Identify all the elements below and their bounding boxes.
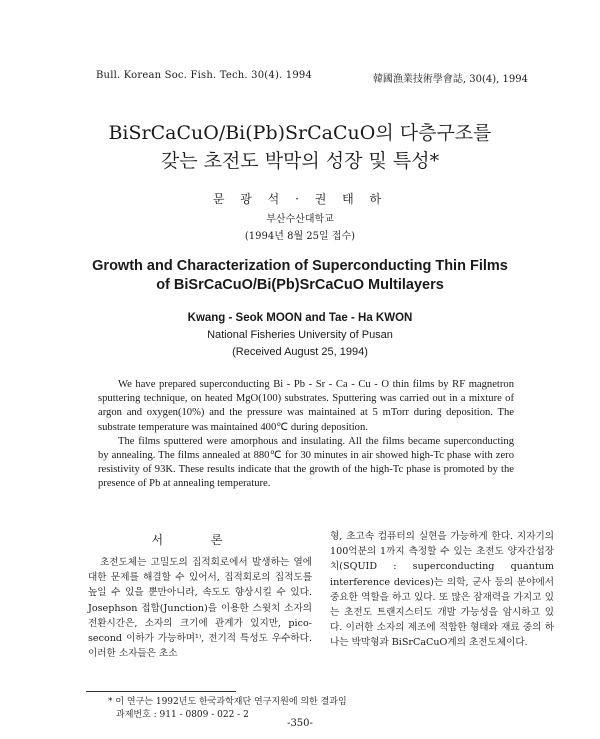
korean-received-date: (1994년 8월 25일 접수) xyxy=(244,231,356,242)
abstract-paragraph-2: The films sputtered were amorphous and insulating. All the films became superconducting by annealing. The films annealed at 880℃ for 30 minutes in air showed high-Tc phase with zero resistivity of 93K. These results indicate that the growth of the high-Tc phase is promoted by the presence of Pb at annealing temperature. xyxy=(98,435,514,490)
korean-affiliation: 부산수산대학교 xyxy=(266,214,334,225)
section-heading-introduction: 서 론 xyxy=(151,533,245,547)
english-received-date: (Received August 25, 1994) xyxy=(232,346,368,358)
footnote-funding: * 이 연구는 1992년도 한국과학재단 연구지원에 의한 결과임 xyxy=(108,697,347,707)
english-title-line2: of BiSrCaCuO/Bi(Pb)SrCaCuO Multilayers xyxy=(156,277,444,293)
page-number: -350- xyxy=(287,718,313,729)
korean-title-line2: 갖는 초전도 박막의 성장 및 특성* xyxy=(160,150,440,172)
journal-citation-right: 韓國漁業技術學會誌, 30(4), 1994 xyxy=(372,74,528,85)
journal-citation-left: Bull. Korean Soc. Fish. Tech. 30(4). 1994 xyxy=(96,70,313,81)
korean-authors: 문 광 석 · 권 태 하 xyxy=(212,192,388,206)
abstract-paragraph-1: We have prepared superconducting Bi - Pb - Sr - Ca - Cu - O thin films by RF magnetron sputtering technique, on heated MgO(100) substrates. Sputtering was carried out in a mixture of argon and oxygen(10%) and the pressure was maintained at 5 mTorr during deposition. The substrate temperature was maintained 400℃ during deposition. xyxy=(98,379,514,433)
english-authors: Kwang - Seok MOON and Tae - Ha KWON xyxy=(187,312,413,324)
english-affiliation: National Fisheries University of Pusan xyxy=(207,329,393,341)
intro-right-column: 형, 초고속 컴퓨터의 실현을 가능하게 한다. 지자기의 100억분의 1까지 측정할 수 있는 초전도 양자간섭장치(SQUID : superconducting quantum interference devices)는 의학, 군사 등의 분야에서 중요한 역할을 하고 있다. 또 많은 잠재력을 가지고 있는 초전도 트랜지스터도 개발 가능성을 암시하고 있다. 이러한 소자의 제조에 적합한 형태와 재료 중의 하나는 박막형과 BiSrCaCuO계의 초전도체이다. xyxy=(330,531,554,649)
english-title-line1: Growth and Characterization of Superconducting Thin Films xyxy=(92,258,508,274)
intro-left-column: 초전도체는 고밀도의 집적회로에서 발생하는 열에 대한 문제를 해결할 수 있어서, 집적회로의 집적도를 높일 수 있을 뿐만아니라, 속도도 향상시킬 수 있다. Josephson 접합(Junction)을 이용한 스윗치 소자의 전환시간은, 소자의 크기에 관계가 있지만, pico-second 이하가 가능하며¹⁾, 전기적 특성도 우수하다. 이러한 소자들은 초소 xyxy=(88,557,312,660)
korean-title-line1: BiSrCaCuO/Bi(Pb)SrCaCuO의 다층구조를 xyxy=(108,122,492,144)
abstract xyxy=(98,378,514,492)
footnote-divider xyxy=(86,691,236,692)
footnote-project-number: 과제번호 : 911 - 0809 - 022 - 2 xyxy=(116,710,249,720)
